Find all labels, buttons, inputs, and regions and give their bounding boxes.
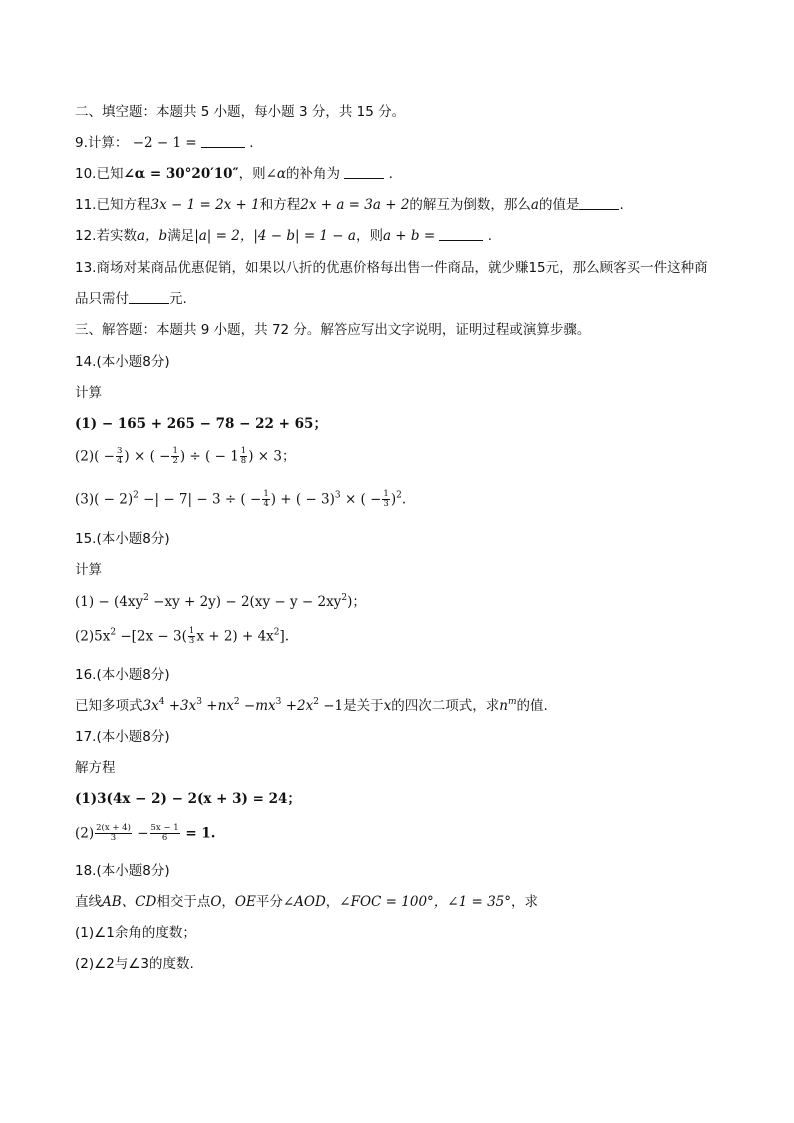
question-13-line-1: 13.商场对某商品优惠促销，如果以八折的优惠价格每出售一件商品，就少赚15元，那么顾客买一件这种商 [75, 260, 708, 276]
question-11: 11.已知方程3x − 1 = 2x + 1和方程2x + a = 3a + 2的解互为倒数，那么a的值是 . [75, 197, 624, 213]
question-14-part-2: (2)( − $\frac{3}{4}$ ) × ( − $\frac{1}{2}$ ) ÷ ( − 1 $\frac{1}{8}$ ) × 3； [75, 446, 296, 466]
answer-blank-9[interactable] [201, 135, 245, 148]
question-17-part-1: (1)3(4x − 2) − 2(x + 3) = 24； [75, 791, 301, 807]
question-14-title: 14.(本小题8分) [75, 354, 170, 370]
question-17-title: 17.(本小题8分) [75, 729, 170, 745]
fraction: $\frac{1}{2}$ [172, 446, 178, 466]
answer-blank-13[interactable] [129, 291, 169, 304]
fraction: $\frac{1}{3}$ [188, 626, 195, 646]
question-16-text: 已知多项式$3x^4 +3x^3 +nx^2 -mx^3 +2x^2 -1$是关于x的四次二项式，求$n^m$的值. [75, 697, 548, 714]
question-10: 10.已知∠α = 30°20′10″，则∠α的补角为 . [75, 166, 393, 182]
question-15-part-2: $(2)5x^2 -[2x - 3$( $\frac{1}{3}$ $x + 2) + 4x^2$]. [75, 626, 290, 646]
question-14-instruction: 计算 [75, 385, 102, 401]
question-12: 12.若实数a，b满足|a| = 2，|4 − b| = 1 − a，则a + b = . [75, 228, 493, 244]
answer-blank-10[interactable] [344, 166, 384, 179]
fraction: $\frac{5x - 1}{6}$ [150, 823, 179, 843]
question-9: 9.计算： −2 − 1 = . [75, 135, 254, 151]
question-13-line-2: 品只需付 元. [75, 291, 187, 307]
question-15-instruction: 计算 [75, 562, 102, 578]
answer-blank-11[interactable] [579, 197, 619, 210]
fraction: $\frac{1}{8}$ [240, 446, 247, 466]
section-2-header: 二、填空题：本题共 5 小题，每小题 3 分，共 15 分。 [75, 104, 406, 120]
section-3-header: 三、解答题：本题共 9 小题，共 72 分。解答应写出文字说明，证明过程或演算步骤。 [75, 322, 591, 338]
question-14-part-3: $(3)( - 2)^2$ −| − 7| − 3 ÷ ( − $\frac{1}{4}$ ) + ( − 3)$^3$ × ( − $\frac{1}{3}$ )$^2$. [75, 489, 407, 509]
question-15-title: 15.(本小题8分) [75, 531, 170, 547]
fraction: $\frac{1}{3}$ [383, 489, 389, 509]
question-17-part-2: (2) $\frac{2(x + 4)}{3}$ − $\frac{5x - 1}{6}$ = 1. [75, 823, 216, 843]
question-16-title: 16.(本小题8分) [75, 667, 170, 683]
fraction: $\frac{1}{4}$ [263, 489, 269, 509]
question-18-part-1: (1)∠1余角的度数； [75, 925, 196, 941]
fraction: $\frac{2(x + 4)}{3}$ [96, 823, 131, 843]
question-14-part-1: (1) − 165 + 265 − 78 − 22 + 65； [75, 416, 327, 432]
fraction: $\frac{3}{4}$ [117, 446, 123, 466]
question-18-title: 18.(本小题8分) [75, 863, 170, 879]
question-17-instruction: 解方程 [75, 760, 116, 776]
question-15-part-1: $(1) - (4xy^2 -xy + 2y) - 2(xy - y - 2xy^2)$； [75, 593, 366, 610]
question-18-text: 直线AB、CD相交于点O，OE平分∠AOD，∠FOC = 100°，∠1 = 35°，求 [75, 894, 539, 910]
question-18-part-2: (2)∠2与∠3的度数. [75, 956, 194, 972]
answer-blank-12[interactable] [439, 228, 483, 241]
